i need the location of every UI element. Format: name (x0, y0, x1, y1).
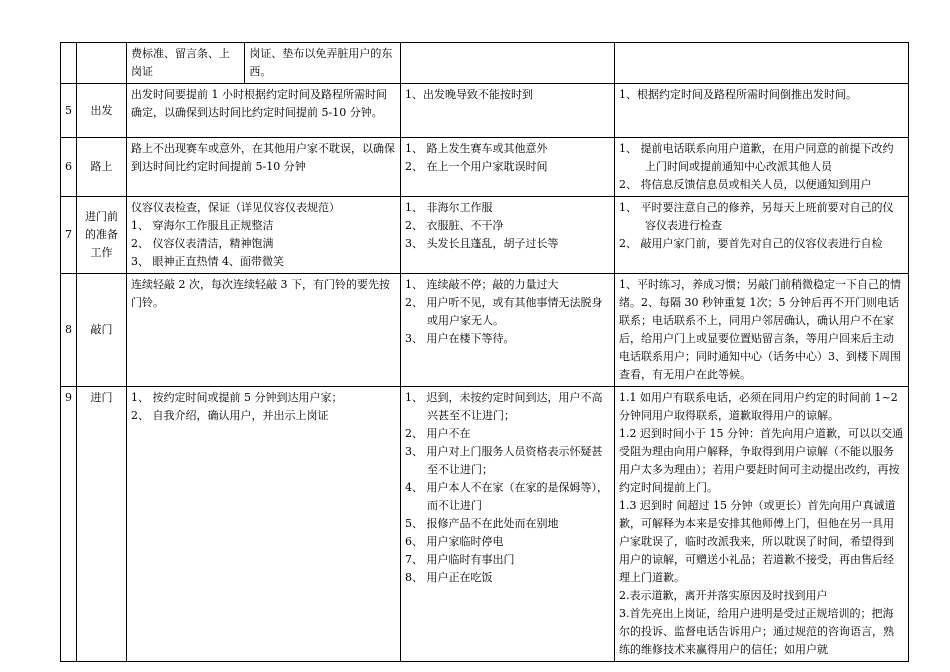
problem-item: 1、 连续敲不停；敲的力量过大 (405, 278, 559, 291)
problem-item: 2、 衣服脏、不干净 (405, 219, 504, 232)
service-procedure-table-wrapper (60, 42, 909, 662)
problem-item: 1、出发晚导致不能按时到 (405, 88, 533, 101)
problem-item: 3、 头发长且蓬乱，胡子过长等 (405, 237, 559, 250)
row-solutions (615, 387, 909, 662)
problem-item: 5、 报修产品不在此处而在别地 (405, 517, 559, 530)
row-number: 5 (61, 84, 77, 138)
problem-item: 3、 用户对上门服务人员资格表示怀疑甚至不让进门； (405, 445, 603, 476)
row-number (61, 43, 77, 84)
requirement-text: 1、 穿海尔工作服且正规整洁 (131, 219, 274, 232)
solution-item: 1.3 迟到时 间超过 15 分钟（或更长）首先向用户真诚道歉，可解释为本来是安排其他师傅上门，但他在另一具用户家耽误了，临时改派我来，所以耽误了时间，希望得到用户的谅解，可赠送小礼品；若道歉不接受，再由售后经理上门道歉。 (619, 499, 896, 584)
solution-item: 3.首先亮出上岗证，给用户进明是受过正规培训的；把海尔的投诉、监督电话告诉用户；通过规范的咨询语言，熟练的维修技术来赢得用户的信任；如用户就 (619, 607, 894, 656)
row-requirements (127, 138, 401, 197)
table-row (61, 197, 909, 274)
row-step (77, 43, 127, 84)
problem-item: 1、 路上发生赛车或其他意外 (405, 142, 548, 155)
problem-item: 6、 用户家临时停电 (405, 535, 504, 548)
table-row (61, 138, 909, 197)
requirement-text: 出发时间要提前 1 小时根据约定时间及路程所需时间确定，以确保到达时间比约定时间提前 5-10 分钟。 (131, 88, 387, 119)
req-right-text: 岗证、垫布以免弄脏用户的东西。 (249, 47, 393, 78)
solution-item: 2、 将信息反馈信息员或相关人员，以便通知到用户 (619, 178, 872, 191)
row-number: 7 (61, 197, 77, 274)
service-procedure-table (60, 42, 909, 662)
solution-item: 1、 提前电话联系向用户道歉，在用户同意的前提下改约上门时间或提前通知中心改派其他人员 (619, 142, 894, 173)
requirement-text: 仪容仪表检查，保证（详见仪容仪表规范） (131, 201, 340, 214)
solution-item: 1、 平时要注意自己的修养，另每天上班前要对自己的仪容仪表进行检查 (619, 201, 894, 232)
solution-item: 2.表示道歉，离开并落实原因及时找到用户 (619, 589, 828, 602)
problem-item: 1、 迟到，未按约定时间到达，用户不高兴甚至不让进门； (405, 391, 603, 422)
req-left-text: 费标准、留言条、上岗证 (127, 43, 245, 83)
solution-item: 1.2 迟到时间小于 15 分钟：首先向用户道歉，可以以交通受阻为理由向用户解释，争取得到用户谅解（不能以服务用户太多为理由）；若用户要赶时间可主动提出改约，再按约定时间提前上门。 (619, 427, 903, 494)
row-number: 8 (61, 274, 77, 387)
row-solutions (615, 138, 909, 197)
requirement-text: 1、 按约定时间或提前 5 分钟到达用户家； (131, 391, 343, 404)
split-cell (131, 45, 396, 81)
requirement-text: 路上不出现赛车或意外，在其他用户家不耽误，以确保到达时间比约定时间提前 5-10 分钟 (131, 142, 395, 173)
row-number: 9 (61, 387, 77, 662)
solution-item: 2、 敲用户家门前，要首先对自己的仪容仪表进行自检 (619, 237, 883, 250)
solution-item: 1、根据约定时间及路程所需时间倒推出发时间。 (619, 88, 857, 101)
row-step: 路上 (77, 138, 127, 197)
row-requirements (127, 197, 401, 274)
problem-item: 3、 用户在楼下等待。 (405, 332, 515, 345)
row-number: 6 (61, 138, 77, 197)
row-problems (401, 138, 615, 197)
requirement-text: 3、 眼神正直热情 4、面带微笑 (131, 255, 284, 268)
row-solutions (615, 197, 909, 274)
row-problems (401, 43, 615, 84)
row-solutions (615, 274, 909, 387)
table-row (61, 84, 909, 138)
row-requirements (127, 43, 401, 84)
problem-item: 2、 用户不在 (405, 427, 471, 440)
problem-item: 7、 用户临时有事出门 (405, 553, 515, 566)
row-solutions (615, 43, 909, 84)
row-requirements (127, 387, 401, 662)
row-problems (401, 84, 615, 138)
row-requirements (127, 274, 401, 387)
table-row (61, 387, 909, 662)
table-row (61, 274, 909, 387)
problem-item: 8、 用户正在吃饭 (405, 571, 493, 584)
solution-item: 1.1 如用户有联系电话，必须在同用户约定的时间前 1~2 分钟同用户取得联系，道歉取得用户的谅解。 (619, 391, 898, 422)
requirement-text: 2、 自我介绍，确认用户，并出示上岗证 (131, 409, 329, 422)
row-problems (401, 197, 615, 274)
row-step: 出发 (77, 84, 127, 138)
row-solutions (615, 84, 909, 138)
row-requirements (127, 84, 401, 138)
row-problems (401, 387, 615, 662)
row-step: 敲门 (77, 274, 127, 387)
problem-item: 4、 用户本人不在家（在家的是保姆等），而不让进门 (405, 481, 608, 512)
requirement-text: 2、 仪容仪表清洁，精神饱满 (131, 237, 274, 250)
table-row (61, 43, 909, 84)
row-problems (401, 274, 615, 387)
problem-item: 2、 在上一个用户家耽误时间 (405, 160, 548, 173)
solution-item: 1、平时练习，养成习惯；另敲门前稍微稳定一下自己的情绪。2、每隔 30 秒钟重复 1次；5 分钟后再不开门则电话联系；电话联系不上，同用户邻居确认，确认用户不在家后，给用户门上或显要位置贴留言条，等用户回来后主动电话联系用户；同时通知中心（话务中心）3、到楼下周围查看，有无用户在此等候。 (619, 278, 901, 381)
row-step: 进门 (77, 387, 127, 662)
problem-item: 2、 用户听不见，或有其他事情无法脱身或用户家无人。 (405, 296, 603, 327)
row-step: 进门前的准备工作 (77, 197, 127, 274)
requirement-text: 连续轻敲 2 次，每次连续轻敲 3 下，有门铃的要先按门铃。 (131, 278, 390, 309)
problem-item: 1、 非海尔工作服 (405, 201, 493, 214)
